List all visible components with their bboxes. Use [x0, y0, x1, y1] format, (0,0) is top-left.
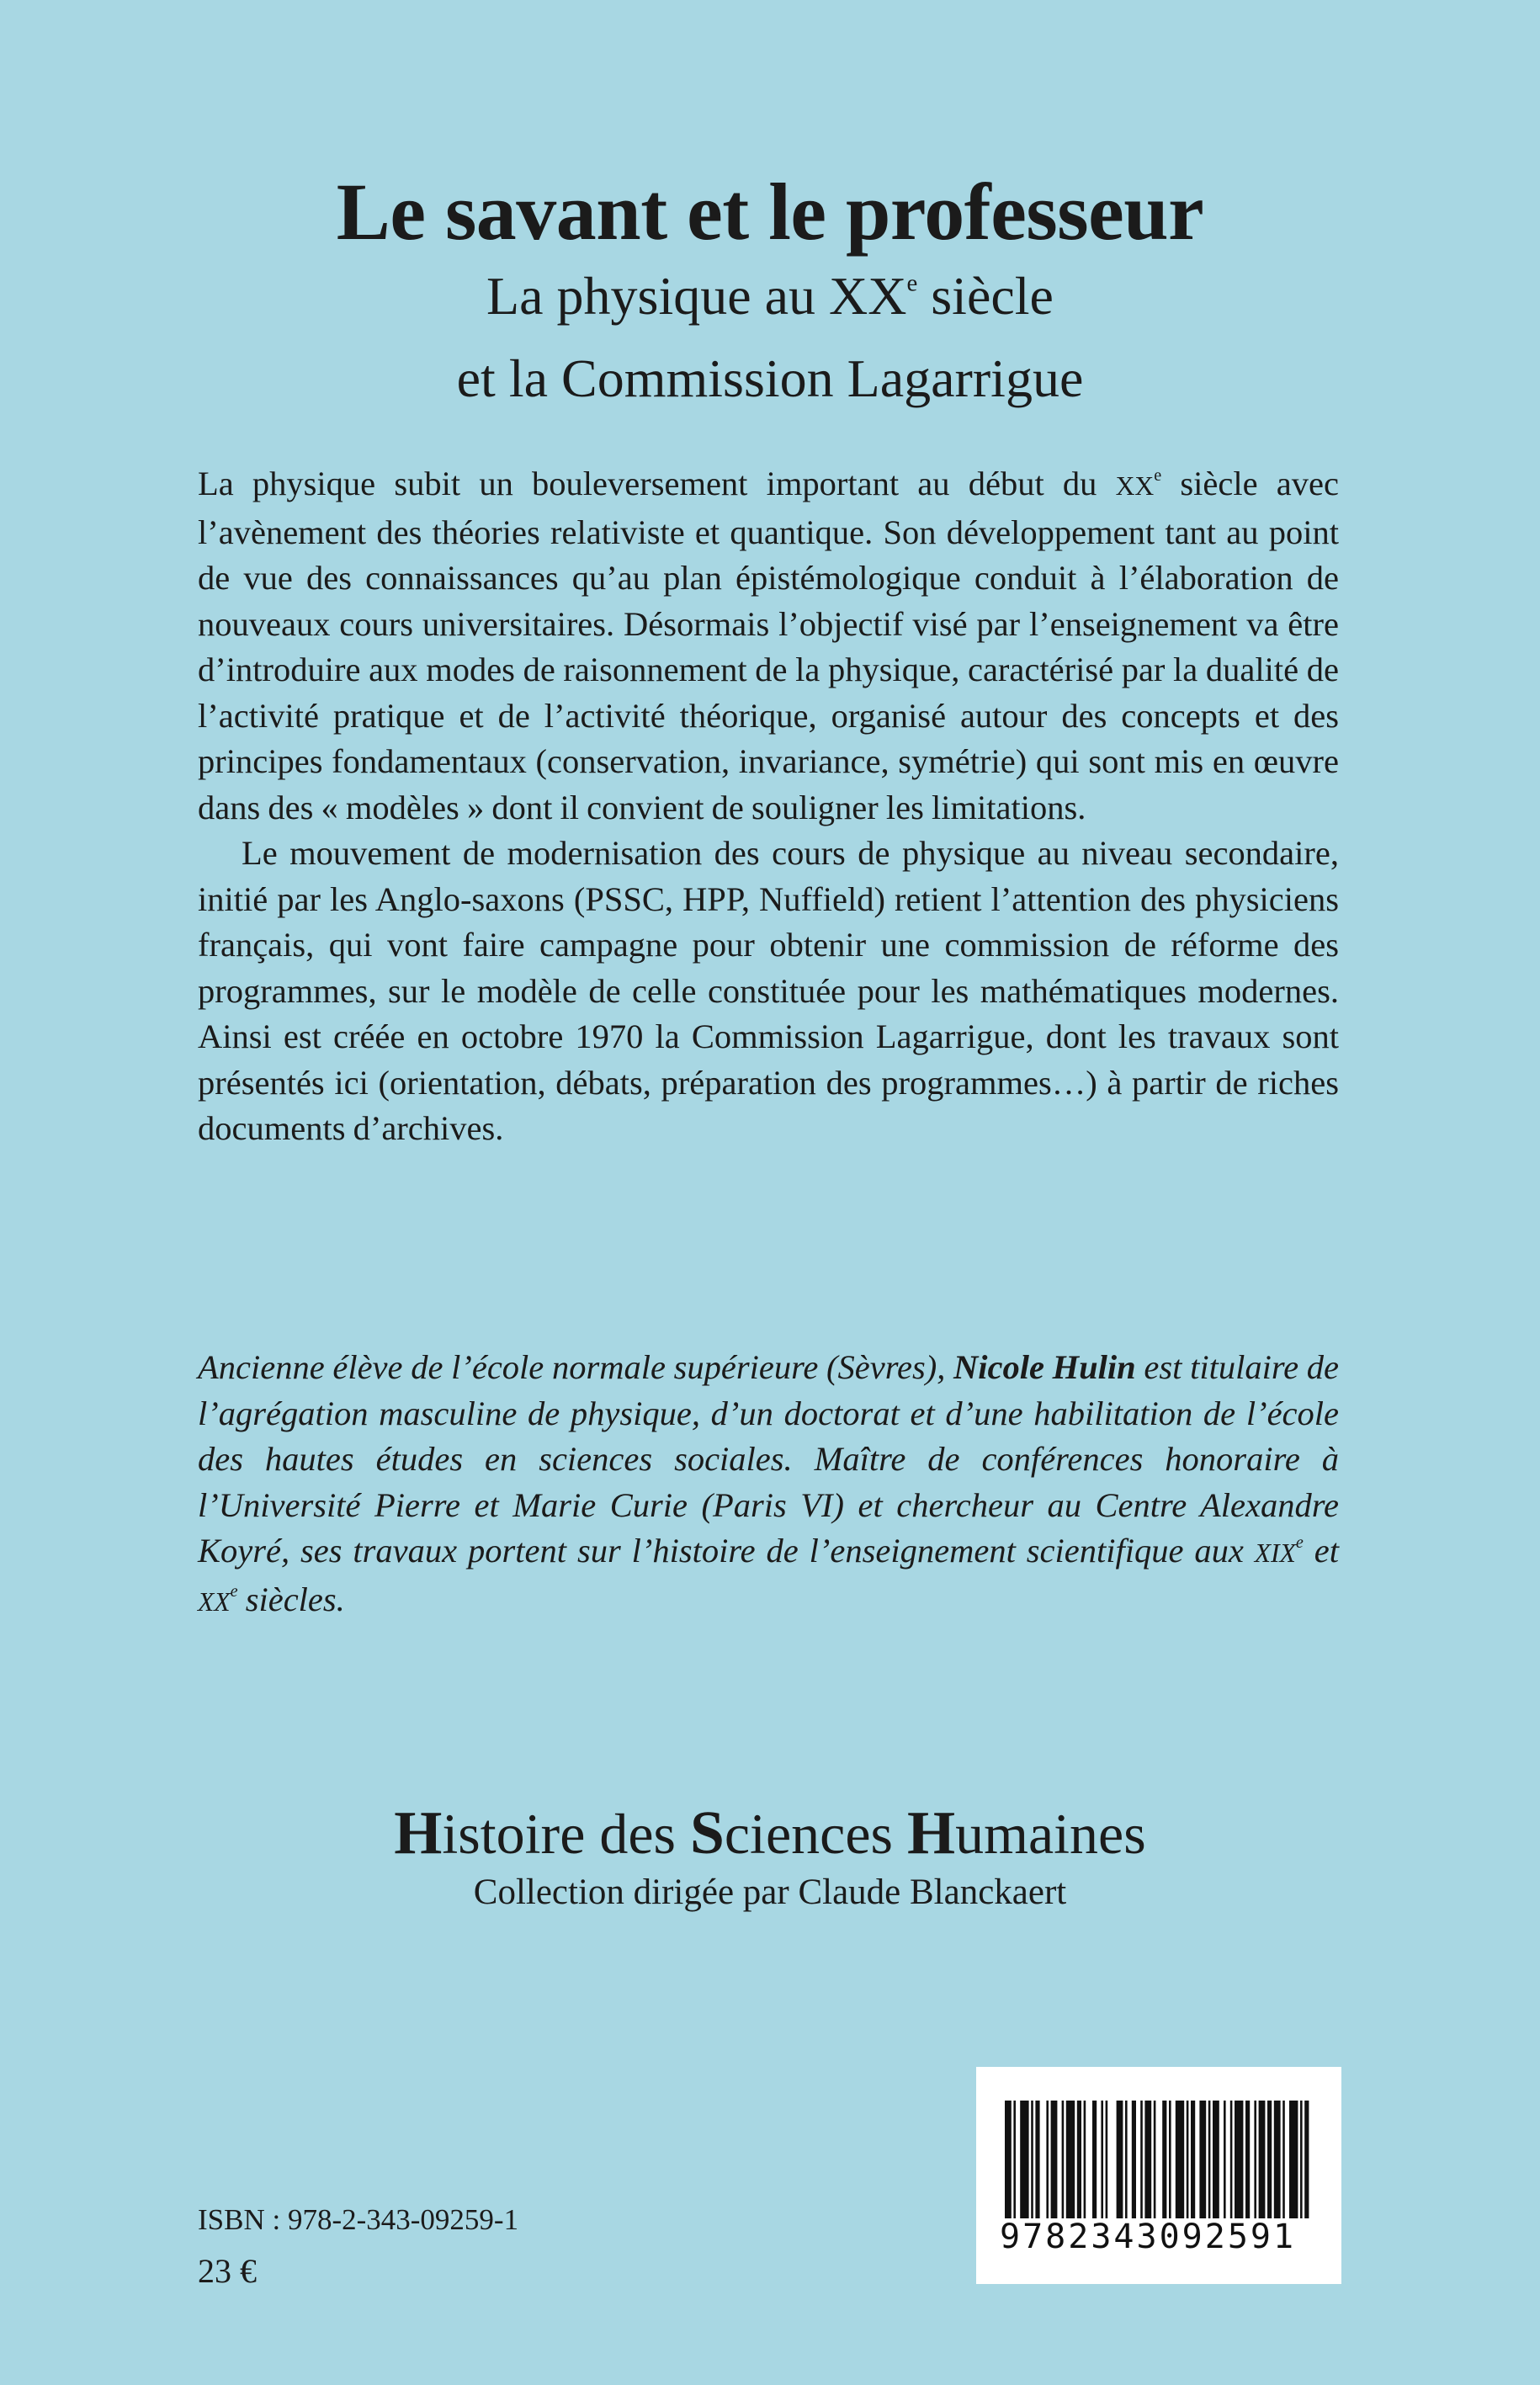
book-description — [198, 461, 1339, 1152]
barcode-bar — [1084, 2101, 1086, 2218]
description-p1-start: La physique subit un bouleversement important au début du — [198, 465, 1116, 502]
series-editor: Collection dirigée par Claude Blanckaert — [473, 1872, 1067, 1912]
barcode-bar — [1046, 2101, 1049, 2218]
description-century-sup: e — [1154, 465, 1162, 485]
series-word-3: umaines — [955, 1802, 1146, 1866]
barcode-bar — [1092, 2101, 1097, 2218]
series-initial-s: S — [690, 1798, 725, 1867]
barcode-bar — [1031, 2101, 1033, 2218]
barcode-bar — [1140, 2101, 1143, 2218]
barcode-bar — [1106, 2101, 1108, 2218]
barcode-bar — [1254, 2101, 1256, 2218]
barcode-bar — [1066, 2101, 1075, 2218]
barcode-bar — [1187, 2101, 1189, 2218]
barcode-bar — [1245, 2101, 1250, 2218]
barcode-bar — [1300, 2101, 1303, 2218]
description-p1-rest: siècle avec l’avènement des théories relativiste et quantique. Son développement tant au point de vue des connaissances qu’au plan épistémologique conduit à l’élaboration de nouveaux cours universitaires. Désormais l’objectif visé par l’enseignement va être d’introduire aux modes de raisonnement de la physique, caractérisé par la dualité de l’activité pratique et de l’activité théorique, organisé autour des concepts et des principes fondamentaux (conservation, invariance, symétrie) qui sont mis en œuvre dans des « modèles » dont il convient de souligner les limitations. — [198, 465, 1339, 826]
subtitle-line-2: et la Commission Lagarrigue — [456, 348, 1084, 408]
author-bio-middle: est titulaire de l’agrégation masculine de physique, d’un doctorat et d’une habilitation de l’école des hautes études en sciences sociales. Maître de conférences honoraire à l’Université Pierre et Marie Curie (Paris VI) et chercheur au Centre Alexandre Koyré, ses travaux portent sur l’histoire de l’enseignement scientifique aux — [198, 1348, 1339, 1570]
century-20-sup: e — [230, 1581, 238, 1601]
barcode-bar — [1077, 2101, 1081, 2218]
barcode — [976, 2067, 1341, 2284]
century-19: XIX — [1254, 1538, 1296, 1568]
isbn: ISBN : 978-2-343-09259-1 — [198, 2203, 519, 2236]
series-word-1: istoire des — [442, 1802, 691, 1866]
barcode-bar — [1101, 2101, 1103, 2218]
description-paragraph-1 — [198, 461, 1339, 831]
barcode-bar — [1051, 2101, 1058, 2218]
barcode-bar — [1125, 2101, 1128, 2218]
subtitle-line-1-end: siècle — [917, 266, 1054, 326]
barcode-bar — [1169, 2101, 1171, 2218]
description-paragraph-2: Le mouvement de modernisation des cours de physique au niveau secondaire, initié par les Anglo-saxons (PSSC, HPP, Nuffield) retient l’attention des physiciens français, qui vont faire campagne pour obtenir une commission de réforme des programmes, sur le modèle de celle constituée pour les mathématiques modernes. Ainsi est créée en octobre 1970 la Commission Lagarrigue, dont les travaux sont présentés ici (orientation, débats, préparation des programmes…) à partir de riches documents d’archives. — [198, 834, 1339, 1147]
author-bio-paragraph — [198, 1345, 1339, 1625]
barcode-bar — [1176, 2101, 1184, 2218]
barcode-bar — [1191, 2101, 1195, 2218]
barcode-bar — [1144, 2101, 1151, 2218]
barcode-bar — [1132, 2101, 1136, 2218]
author-bio-start: Ancienne élève de l’école normale supérieure (Sèvres), — [198, 1348, 954, 1386]
subtitle-line-1-start: La physique au XX — [486, 266, 907, 326]
series-title — [0, 1798, 1540, 1869]
barcode-bar — [1304, 2101, 1309, 2218]
barcode-bar — [1289, 2101, 1298, 2218]
series-initial-h: H — [394, 1798, 443, 1867]
barcode-bar — [1235, 2101, 1243, 2218]
barcode-bar — [1259, 2101, 1266, 2218]
barcode-bar — [1208, 2101, 1211, 2218]
barcode-bars — [1003, 2101, 1314, 2227]
barcode-bar — [1162, 2101, 1166, 2218]
series-word-2: ciences — [724, 1802, 907, 1866]
barcode-bar — [1282, 2101, 1285, 2218]
barcode-bar — [1005, 2101, 1012, 2218]
barcode-bar — [1154, 2101, 1156, 2218]
century-20: XX — [198, 1586, 231, 1617]
book-title: Le savant et le professeur — [336, 167, 1204, 257]
series-initial-h2: H — [906, 1798, 956, 1867]
barcode-bar — [1267, 2101, 1272, 2218]
subtitle-superscript: e — [906, 269, 918, 297]
barcode-bar — [1274, 2101, 1281, 2218]
price: 23 € — [198, 2252, 257, 2290]
barcode-bar — [1199, 2101, 1206, 2218]
barcode-bar — [1213, 2101, 1219, 2218]
barcode-bar — [1013, 2101, 1016, 2218]
subtitle-line-1 — [0, 263, 1540, 330]
barcode-bar — [1117, 2101, 1123, 2218]
barcode-bar — [1230, 2101, 1233, 2218]
barcode-bar — [1224, 2101, 1226, 2218]
author-bio-and: et — [1303, 1532, 1339, 1570]
author-bio-end: siècles. — [237, 1580, 345, 1618]
barcode-bar — [1035, 2101, 1039, 2218]
description-century: XX — [1115, 471, 1155, 501]
barcode-bar — [1020, 2101, 1028, 2218]
author-bio — [198, 1345, 1339, 1625]
barcode-bar — [1062, 2101, 1065, 2218]
author-name: Nicole Hulin — [953, 1348, 1136, 1386]
barcode-digits: 9782343092591 — [1000, 2218, 1297, 2256]
century-19-sup: e — [1295, 1532, 1304, 1552]
